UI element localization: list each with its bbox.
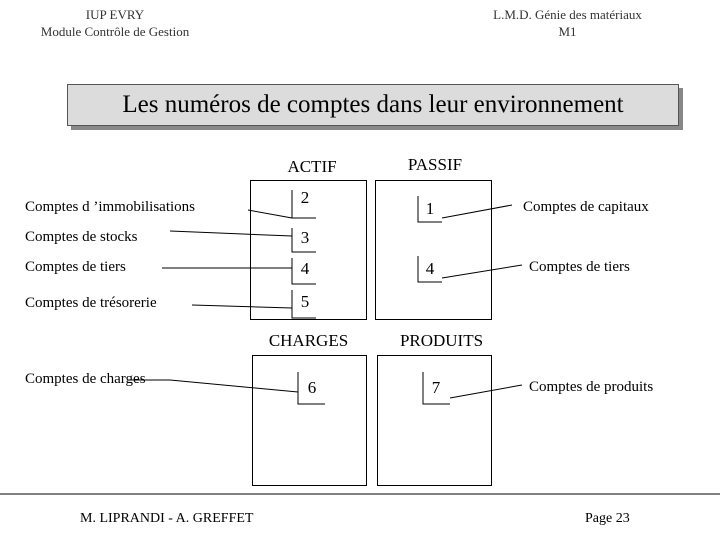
footer-page: Page 23 bbox=[585, 511, 630, 526]
label-stocks: Comptes de stocks bbox=[25, 229, 138, 245]
connector-capitaux bbox=[442, 205, 512, 218]
passif-header: PASSIF bbox=[407, 155, 463, 174]
number-4-passif: 4 bbox=[425, 259, 435, 278]
label-tresorerie: Comptes de trésorerie bbox=[25, 295, 157, 311]
charges-header: CHARGES bbox=[268, 331, 349, 350]
number-7: 7 bbox=[431, 378, 441, 397]
number-3: 3 bbox=[300, 228, 310, 247]
footer-authors: M. LIPRANDI - A. GREFFET bbox=[80, 511, 254, 526]
connector-produits bbox=[450, 385, 522, 398]
actif-header: ACTIF bbox=[287, 157, 337, 176]
marker-1 bbox=[418, 196, 442, 222]
connector-tresorerie bbox=[192, 305, 292, 308]
number-2: 2 bbox=[300, 188, 310, 207]
produits-header: PRODUITS bbox=[399, 331, 484, 350]
label-immobilisations: Comptes d ’immobilisations bbox=[25, 199, 196, 215]
marker-7 bbox=[423, 372, 450, 404]
header-level: M1 bbox=[558, 24, 577, 39]
marker-5 bbox=[292, 290, 316, 318]
header-module: Module Contrôle de Gestion bbox=[40, 24, 190, 39]
page-title: Les numéros de comptes dans leur environnement bbox=[122, 91, 624, 118]
marker-4-actif bbox=[292, 258, 316, 284]
connector-charges-b bbox=[170, 380, 298, 392]
label-capitaux: Comptes de capitaux bbox=[523, 199, 649, 215]
marker-4-passif bbox=[418, 256, 442, 282]
label-charges: Comptes de charges bbox=[25, 371, 146, 387]
label-produits: Comptes de produits bbox=[529, 379, 654, 395]
connector-immobilisations bbox=[248, 210, 292, 218]
header-program: L.M.D. Génie des matériaux bbox=[493, 7, 642, 22]
number-1: 1 bbox=[425, 199, 435, 218]
header-school: IUP EVRY bbox=[85, 7, 145, 22]
number-6: 6 bbox=[307, 378, 317, 397]
label-tiers-right: Comptes de tiers bbox=[529, 259, 630, 275]
number-4-actif: 4 bbox=[300, 259, 310, 278]
number-5: 5 bbox=[300, 292, 310, 311]
marker-2 bbox=[292, 190, 316, 218]
marker-6 bbox=[298, 372, 325, 404]
marker-3 bbox=[292, 228, 316, 252]
connector-tiers-right bbox=[442, 265, 522, 278]
connector-stocks bbox=[170, 231, 292, 236]
label-tiers-left: Comptes de tiers bbox=[25, 259, 126, 275]
